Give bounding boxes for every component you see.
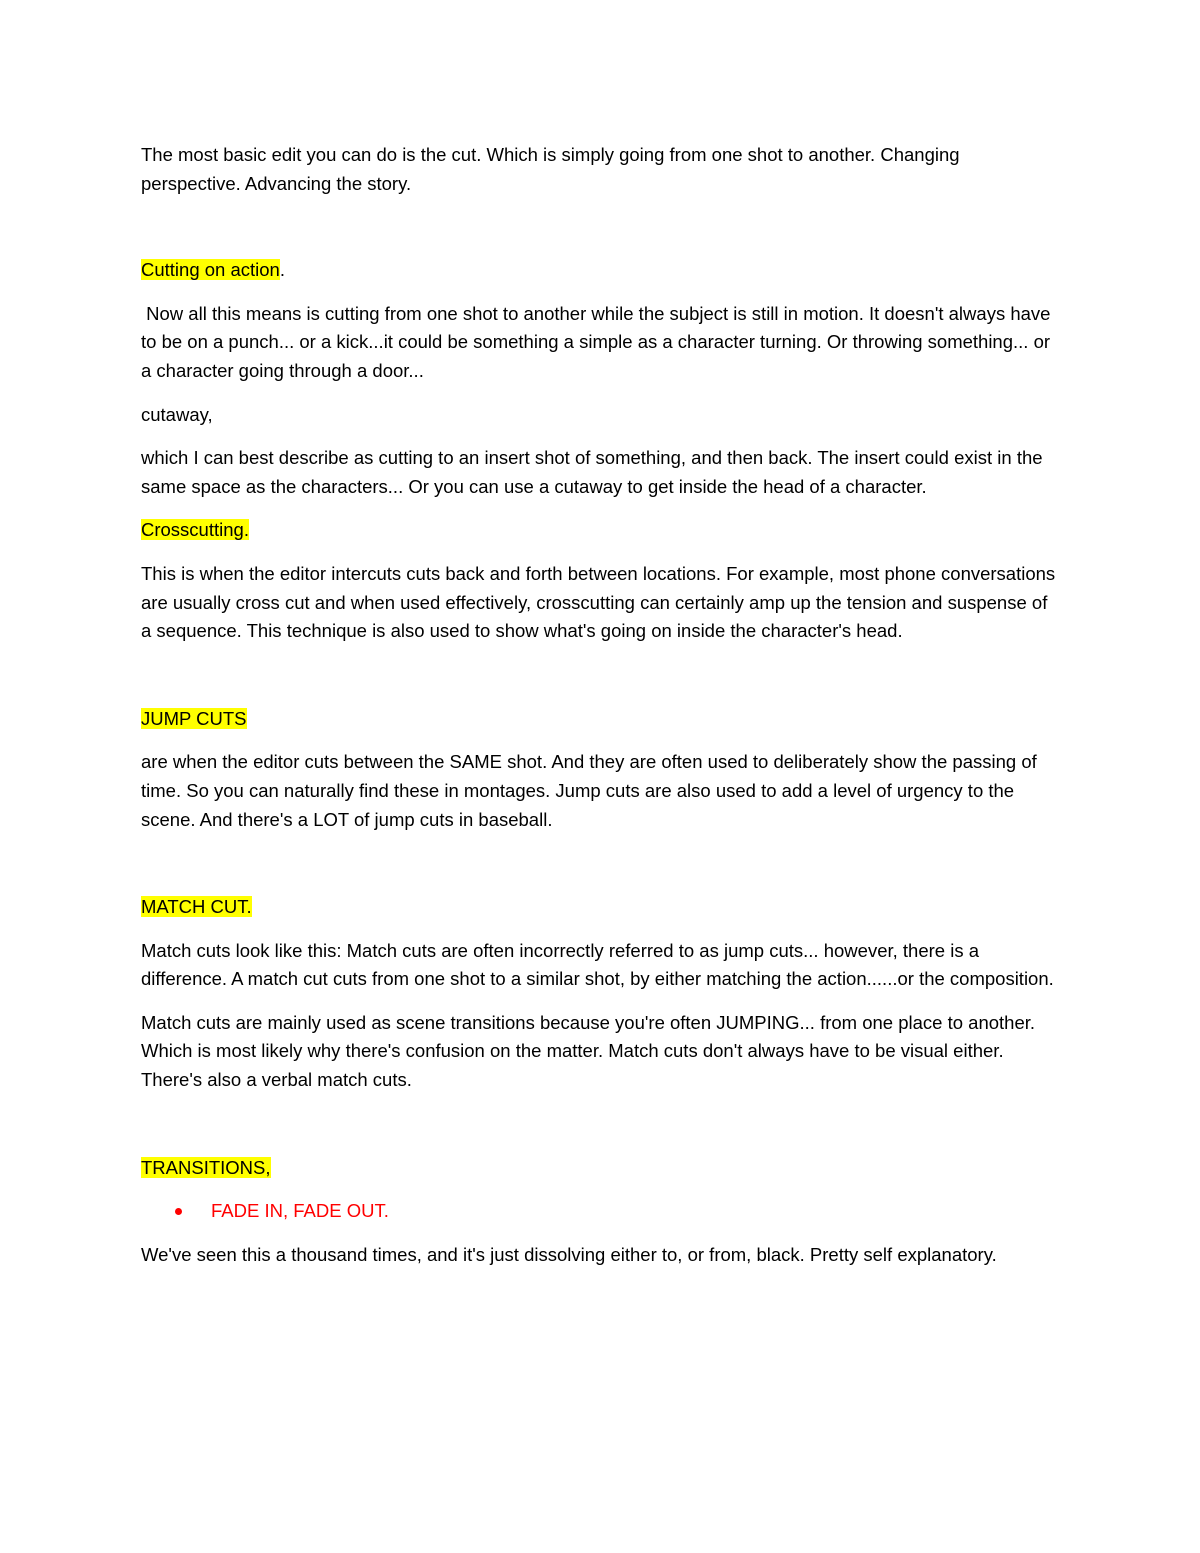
transitions-list [141,1197,1061,1226]
highlighted-heading: Crosscutting. [141,519,249,541]
jump-cuts-heading [141,705,1061,734]
spacer [141,1110,1061,1154]
jump-cuts-paragraph: are when the editor cuts between the SAME shot. And they are often used to deliberately show the passing of time. So you can naturally find these in montages. Jump cuts are also used to add a level of urgency to the scene. And there's a LOT of jump cuts in baseball. [141,751,1037,830]
intro-paragraph: The most basic edit you can do is the cut. Which is simply going from one shot to another. Changing perspective. Advancing the story. [141,144,960,194]
match-cut-heading [141,893,1061,922]
match-cut-paragraph-1: Match cuts look like this: Match cuts are often incorrectly referred to as jump cuts... however, there is a difference. A match cut cuts from one shot to a similar shot, by either matching the action......or the composition. [141,939,1054,990]
list-item [141,1197,1061,1226]
spacer [141,661,1061,705]
crosscutting-heading [141,516,1061,545]
bullet-icon [175,1208,182,1215]
list-item-label: FADE IN, FADE OUT. [211,1200,389,1222]
cutting-on-action-paragraph: Now all this means is cutting from one shot to another while the subject is still in motion. It doesn't always have to be on a punch... or a kick...it could be something a simple as a character turning. Or throwing something... or a character going through a door... [141,302,1056,381]
highlighted-heading: Cutting on action [141,259,280,281]
highlighted-heading: MATCH CUT. [141,896,252,918]
highlighted-heading: JUMP CUTS [141,707,247,729]
spacer [141,849,1061,893]
cutting-on-action-heading [141,256,1061,285]
heading-suffix: . [279,259,285,281]
document-body [141,141,1061,1284]
transitions-heading [141,1154,1061,1183]
spacer [141,213,1061,256]
crosscutting-paragraph: This is when the editor intercuts cuts back and forth between locations. For example, most phone conversations are usually cross cut and when used effectively, crosscutting can certainly amp up the tension and suspense of a sequence. This technique is also used to show what's going on inside the character's head. [141,562,1056,642]
transitions-paragraph: We've seen this a thousand times, and it's just dissolving either to, or from, black. Pretty self explanatory. [141,1243,997,1265]
highlighted-heading: TRANSITIONS, [141,1156,271,1178]
cutaway-paragraph: which I can best describe as cutting to an insert shot of something, and then back. The insert could exist in the same space as the characters... Or you can use a cutaway to get inside the head of a character. [141,447,1043,497]
match-cut-paragraph-2: Match cuts are mainly used as scene transitions because you're often JUMPING... from one place to another. Which is most likely why there's confusion on the matter. Match cuts don't always have to be visual either. There's also a verbal match cuts. [141,1011,1036,1091]
cutaway-heading: cutaway, [141,403,213,425]
